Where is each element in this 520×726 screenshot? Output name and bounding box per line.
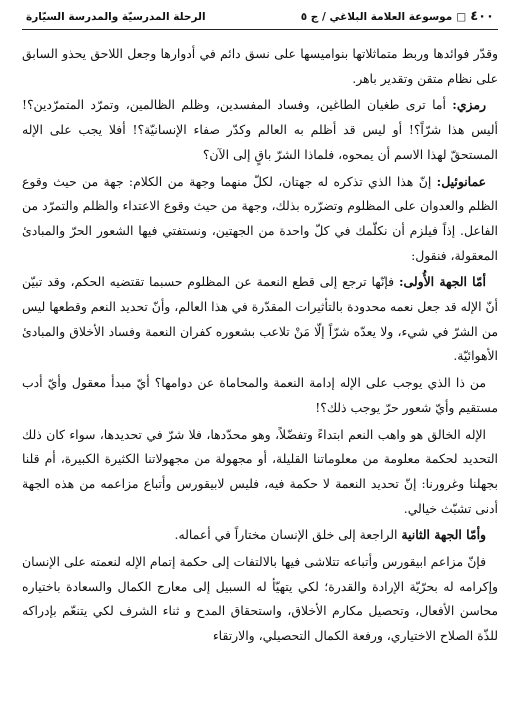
section-label: وأمّا الجهة الثانية: [401, 527, 486, 543]
chapter-title: الرحلة المدرسيّة والمدرسة السيّارة: [26, 11, 206, 23]
section-label: أمّا الجهة الأُولى:: [398, 274, 486, 290]
paragraph: عمانوئيل: إنّ هذا الذي تذكره له جهتان، لكلّ منهما وجهة من الكلام: جهة من حيث وقوع الظلم والعدوان على المظلوم وتضرّره بذلك، وجهة من حيث وقوع الاعتداء والظلم والتمرّد من الفاعل. إذاً فيلزم أن نكلّمك في كلّ واحدة من الجهتين، ونستفتي فيها الشعور الحرّ والمبادئ المعقولة، فنقول:: [22, 173, 498, 263]
paragraph: من ذا الذي يوجب على الإله إدامة النعمة والمحاماة عن دوامها؟ أيّ مبدأ معقول وأيّ أدب مستقيم وأيّ شعور حرّ يوجب ذلك؟!: [22, 375, 498, 415]
header-book-info: [301, 10, 494, 24]
speaker-label: رمزي:: [452, 97, 486, 113]
paragraph: الإله الخالق هو واهب النعم ابتداءً وتفضّلاً، وهو محدّدها، فلا شرّ في تحديدها، سواء كان ذلك التحديد لحكمة معلومة من معلوماتنا القليلة، أو مجهولة من مجهولاتنا الكثيرة الكبيرة، أم قلنا بجهلنا وغرورنا: إنّ تحديد النعمة لا حكمة فيه، فليس لابيقورس وأتباع مزاعمه من هذه الجهة أدنى تشبّث خيالي.: [22, 426, 498, 516]
page-number: ٤٠٠: [470, 9, 494, 24]
book-title: موسوعة العلامة البلاغي / ج ٥: [300, 11, 453, 23]
speaker-label: عمانوئيل:: [436, 173, 486, 189]
running-header: [22, 10, 498, 30]
paragraph: أمّا الجهة الأُولى: فإنّها ترجع إلى قطع النعمة عن المظلوم حسبما تقتضيه الحكم، وقد تبيّن أنّ الإله قد جعل نعمه محدودة بالتأثيرات المقدّرة في هذا العالم، وأنّ تحديد النعم وقطعها ليس من الشرّ في شيء، ولا يعدّه شرّاً إلّا مَنْ تلاعب بشعوره كفران النعمة وفساد الأخلاق والمبادئ الأهوائيّة.: [22, 274, 498, 364]
paragraph: وقدّر فوائدها وربط متماثلاتها بنواميسها على نسق دائم في أدوارها وجعل اللاحق يحذو السابق على نظام متقن وتقدير باهر.: [22, 46, 498, 86]
header-separator: □: [456, 11, 467, 23]
paragraph: فإنّ مزاعم ابيقورس وأتباعه تتلاشى فيها بالالتفات إلى حكمة إتمام الإله لنعمته على الإنسان وإكرامه له بحرّيّة الإرادة والقدرة؛ لكي يتهيّأ له السبيل إلى معارج الكمال والسعادة باختياره محاسن الأفعال، وتحصيل مكارم الأخلاق، واستحقاق المدح و ثناء الشرف لكي يتنعّم بإدراكه للذّة الصلاح الاختياري، ورفعة الكمال التحصيلي، والارتقاء: [22, 554, 498, 644]
paragraph: وأمّا الجهة الثانية الراجعة إلى خلق الإنسان مختاراً في أعماله.: [174, 527, 486, 543]
page-body: [22, 42, 498, 649]
paragraph: رمزي: أما ترى طغيان الطاغين، وفساد المفسدين، وظلم الظالمين، وتمرّد المتمرّدين؟! أليس هذا شرّاً؟! أو ليس قد أظلم به العالم وكدّر صفاء الإنسانيّة؟! أفلا يجب على الإله المستحقّ لهذا الاسم أن يمحوه، فلماذا الشرّ باقٍ إلى الآن؟: [22, 97, 498, 162]
